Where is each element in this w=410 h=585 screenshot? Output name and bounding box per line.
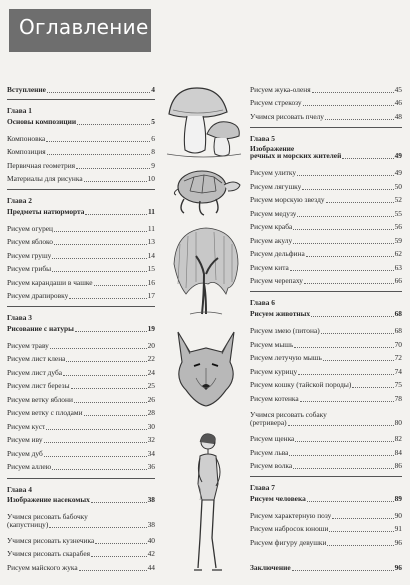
dot-leader: [326, 202, 394, 203]
mushrooms-illustration: [163, 80, 243, 160]
turtle-illustration: [170, 163, 242, 219]
toc-entry-page: 11: [148, 207, 155, 216]
toc-entry[interactable]: [7, 173, 155, 185]
toc-entry[interactable]: [250, 325, 402, 337]
dot-leader: [292, 570, 394, 571]
toc-entry-title: Учимся рисовать кузнечика: [7, 536, 95, 545]
toc-entry[interactable]: [7, 494, 155, 506]
toc-entry-page: 10: [147, 174, 155, 183]
dot-leader: [312, 92, 394, 93]
toc-entry[interactable]: [7, 206, 155, 218]
toc-entry[interactable]: [250, 433, 402, 445]
toc-entry-page: 49: [394, 168, 402, 177]
toc-entry-page: 32: [147, 435, 155, 444]
toc-entry-page: 40: [147, 536, 155, 545]
toc-entry-page: 84: [394, 448, 402, 457]
toc-entry-title: Рисуем лист клена: [7, 354, 66, 363]
dot-leader: [302, 189, 393, 190]
toc-entry-title: Рисуем куст: [7, 422, 46, 431]
toc-entry[interactable]: [250, 97, 402, 109]
dot-leader: [46, 429, 146, 430]
toc-entry-line: Изображение: [250, 144, 295, 153]
toc-entry-page: 49: [394, 151, 402, 160]
toc-entry-page: 13: [147, 237, 155, 246]
toc-entry-title: Материалы для рисунка: [7, 174, 83, 183]
toc-entry-title: Рисуем жука-оленя: [250, 85, 311, 94]
dot-leader: [297, 216, 393, 217]
toc-entry-title: Композиция: [7, 147, 46, 156]
toc-entry[interactable]: [7, 116, 155, 128]
toc-entry-title: Рисуем яблоко: [7, 237, 53, 246]
toc-entry-page: 16: [147, 278, 155, 287]
toc-entry-page: 90: [394, 511, 402, 520]
dot-leader: [76, 168, 150, 169]
toc-entry-title: Рисуем фигуру девушки: [250, 538, 327, 547]
dot-leader: [84, 415, 147, 416]
dot-leader: [323, 360, 394, 361]
wolf-illustration: [168, 328, 244, 408]
toc-entry[interactable]: [7, 461, 155, 473]
toc-entry[interactable]: [250, 275, 402, 287]
toc-entry-title: Вступление: [7, 85, 46, 94]
toc-entry-title: Рисуем набросок юноши: [250, 524, 329, 533]
title-banner: [9, 9, 151, 52]
toc-entry-line: Учимся рисовать бабочку: [7, 512, 88, 521]
toc-entry[interactable]: [7, 84, 155, 96]
toc-entry-page: 68: [394, 326, 402, 335]
dot-leader: [63, 375, 147, 376]
dot-leader: [300, 401, 394, 402]
toc-entry[interactable]: [250, 379, 402, 391]
toc-entry-title: Рисуем характерную позу: [250, 511, 332, 520]
chapter-divider: [250, 291, 402, 292]
toc-entry[interactable]: [7, 367, 155, 379]
toc-entry-title: Рисуем человека: [250, 494, 306, 503]
toc-entry-page: 48: [394, 112, 402, 121]
dot-leader: [54, 231, 147, 232]
toc-entry-title: Рисуем стрекозу: [250, 98, 302, 107]
dot-leader: [46, 141, 150, 142]
dot-leader: [352, 387, 393, 388]
toc-entry-title: Компоновка: [7, 134, 46, 143]
toc-entry-page: 28: [147, 408, 155, 417]
toc-entry[interactable]: [7, 250, 155, 262]
toc-entry[interactable]: [7, 160, 155, 172]
dot-leader: [79, 570, 147, 571]
toc-entry-title: Рисуем иву: [7, 435, 43, 444]
toc-entry-page: 46: [394, 98, 402, 107]
chapter-heading: Глава 3: [7, 313, 32, 322]
toc-entry-title: Рисуем морскую звезду: [250, 195, 325, 204]
toc-entry[interactable]: [250, 150, 402, 162]
toc-entry[interactable]: [250, 366, 402, 378]
chapter-divider: [7, 478, 155, 479]
toc-entry-title: Рисуем летучую мышь: [250, 353, 322, 362]
toc-entry-title: речных и морских жителей: [250, 151, 342, 160]
toc-entry-page: 38: [147, 520, 155, 529]
toc-entry-title: Рисуем медузу: [250, 209, 297, 218]
dot-leader: [52, 258, 146, 259]
dot-leader: [294, 347, 393, 348]
dot-leader: [52, 271, 147, 272]
toc-entry-title: Рисуем волка: [250, 461, 293, 470]
toc-entry-title: Рисуем змею (питона): [250, 326, 320, 335]
toc-entry-title: Рисуем льва: [250, 448, 289, 457]
toc-entry[interactable]: [7, 290, 155, 302]
dot-leader: [47, 92, 150, 93]
toc-entry[interactable]: [250, 523, 402, 535]
toc-entry-page: 91: [394, 524, 402, 533]
toc-entry-title: Рисуем майского жука: [7, 563, 78, 572]
toc-entry-page: 63: [394, 263, 402, 272]
toc-entry-page: 96: [394, 538, 402, 547]
toc-entry-title: Изображение насекомых: [7, 495, 90, 504]
toc-entry[interactable]: [7, 133, 155, 145]
toc-entry[interactable]: [250, 460, 402, 472]
toc-entry[interactable]: [7, 380, 155, 392]
dot-leader: [49, 527, 146, 528]
toc-entry[interactable]: [250, 84, 402, 96]
toc-entry-page: 70: [394, 340, 402, 349]
toc-entry-title: Рисуем щенка: [250, 434, 295, 443]
toc-entry-title: Рисуем лягушку: [250, 182, 302, 191]
toc-entry[interactable]: [250, 510, 402, 522]
toc-entry[interactable]: [250, 262, 402, 274]
toc-entry-title: Рисуем грибы: [7, 264, 52, 273]
toc-entry[interactable]: [250, 208, 402, 220]
dot-leader: [303, 105, 394, 106]
toc-entry[interactable]: [7, 394, 155, 406]
dot-leader: [329, 531, 393, 532]
toc-entry-page: 72: [394, 353, 402, 362]
toc-entry-page: 82: [394, 434, 402, 443]
toc-entry[interactable]: [250, 537, 402, 549]
toc-entry-page: 45: [394, 85, 402, 94]
toc-entry[interactable]: [250, 393, 402, 405]
toc-entry-title: Рисуем краба: [250, 222, 293, 231]
dot-leader: [298, 374, 393, 375]
toc-entry[interactable]: [250, 248, 402, 260]
toc-entry-page: 62: [394, 249, 402, 258]
toc-entry-title: Рисуем лист дуба: [7, 368, 63, 377]
toc-entry[interactable]: [250, 417, 402, 429]
toc-entry[interactable]: [250, 111, 402, 123]
dot-leader: [84, 181, 147, 182]
toc-entry-page: 52: [394, 195, 402, 204]
toc-entry-title: Учимся рисовать скарабея: [7, 549, 91, 558]
toc-entry-page: 50: [394, 182, 402, 191]
dot-leader: [50, 348, 147, 349]
dot-leader: [321, 333, 394, 334]
toc-entry-page: 86: [394, 461, 402, 470]
chapter-divider: [250, 476, 402, 477]
dot-leader: [289, 455, 393, 456]
toc-entry[interactable]: [7, 562, 155, 574]
toc-entry-title: Рисуем грушу: [7, 251, 52, 260]
dot-leader: [307, 501, 394, 502]
toc-entry-title: Заключение: [250, 563, 291, 572]
toc-entry[interactable]: [250, 167, 402, 179]
toc-entry-title: Основы композиции: [7, 117, 77, 126]
dot-leader: [288, 425, 394, 426]
page-title: Оглавление: [19, 15, 149, 39]
toc-entry-page: 20: [147, 341, 155, 350]
dot-leader: [327, 545, 393, 546]
toc-entry-page: 24: [147, 368, 155, 377]
toc-entry-title: Рисуем драпировку: [7, 291, 69, 300]
dot-leader: [75, 331, 147, 332]
toc-entry-page: 38: [147, 495, 155, 504]
toc-entry-page: 44: [147, 563, 155, 572]
dot-leader: [293, 243, 393, 244]
toc-entry[interactable]: [250, 194, 402, 206]
toc-entry[interactable]: [250, 181, 402, 193]
dot-leader: [293, 468, 393, 469]
chapter-heading: Глава 4: [7, 485, 32, 494]
toc-entry-page: 5: [151, 117, 155, 126]
toc-entry-title: Рисуем ветку яблони: [7, 395, 73, 404]
toc-entry-page: 14: [147, 251, 155, 260]
toc-entry-title: Рисуем лист березы: [7, 381, 70, 390]
chapter-heading: Глава 6: [250, 298, 275, 307]
toc-entry[interactable]: [250, 235, 402, 247]
toc-entry-title: (ретривера): [250, 418, 287, 427]
toc-entry-title: Рисуем улитку: [250, 168, 297, 177]
dot-leader: [342, 158, 393, 159]
toc-entry-page: 36: [147, 462, 155, 471]
toc-entry-page: 34: [147, 449, 155, 458]
toc-entry-page: 8: [151, 147, 155, 156]
dot-leader: [69, 298, 146, 299]
dot-leader: [44, 442, 147, 443]
dot-leader: [74, 402, 147, 403]
dot-leader: [304, 283, 394, 284]
willow-tree-illustration: [166, 224, 244, 316]
toc-entry[interactable]: [7, 434, 155, 446]
dot-leader: [297, 175, 394, 176]
toc-entry[interactable]: [250, 447, 402, 459]
toc-entry[interactable]: [250, 562, 402, 574]
toc-entry[interactable]: [7, 263, 155, 275]
toc-entry-page: 96: [394, 563, 402, 572]
dot-leader: [332, 518, 393, 519]
toc-entry[interactable]: [7, 407, 155, 419]
toc-entry-title: Рисуем кошку (тайской породы): [250, 380, 352, 389]
toc-entry[interactable]: [7, 519, 155, 531]
toc-entry[interactable]: [250, 221, 402, 233]
toc-entry-title: Рисуем курицу: [250, 367, 298, 376]
toc-entry[interactable]: [7, 236, 155, 248]
dot-leader: [306, 256, 394, 257]
toc-entry-title: Рисуем дельфина: [250, 249, 305, 258]
toc-entry[interactable]: [250, 339, 402, 351]
toc-entry-title: Рисуем ветку с плодами: [7, 408, 83, 417]
toc-entry[interactable]: [7, 146, 155, 158]
toc-entry-page: 22: [147, 354, 155, 363]
toc-entry-title: Рисуем огурец: [7, 224, 54, 233]
dot-leader: [47, 154, 151, 155]
chapter-heading: Глава 5: [250, 134, 275, 143]
toc-entry[interactable]: [7, 548, 155, 560]
toc-entry-title: Предметы натюрморта: [7, 207, 85, 216]
chapter-divider: [7, 306, 155, 307]
toc-entry-title: Рисуем кита: [250, 263, 289, 272]
toc-entry-title: (капустницу): [7, 520, 49, 529]
toc-entry-page: 55: [394, 209, 402, 218]
toc-entry[interactable]: [7, 353, 155, 365]
toc-entry[interactable]: [7, 535, 155, 547]
toc-entry[interactable]: [7, 340, 155, 352]
toc-entry-page: 4: [151, 85, 155, 94]
toc-entry[interactable]: [250, 352, 402, 364]
dot-leader: [91, 502, 147, 503]
toc-entry-page: 75: [394, 380, 402, 389]
toc-entry-title: Рисование с натуры: [7, 324, 74, 333]
dot-leader: [66, 361, 146, 362]
dot-leader: [295, 441, 393, 442]
toc-entry-page: 9: [151, 161, 155, 170]
dot-leader: [290, 270, 394, 271]
toc-entry-title: Рисуем траву: [7, 341, 49, 350]
chapter-divider: [250, 127, 402, 128]
dot-leader: [71, 388, 147, 389]
toc-entry[interactable]: [250, 493, 402, 505]
dot-leader: [91, 556, 147, 557]
dot-leader: [54, 244, 147, 245]
toc-entry-page: 25: [147, 381, 155, 390]
toc-entry-page: 17: [147, 291, 155, 300]
chapter-heading: Глава 2: [7, 196, 32, 205]
dot-leader: [95, 543, 146, 544]
toc-entry-page: 78: [394, 394, 402, 403]
toc-entry-title: Рисуем котенка: [250, 394, 299, 403]
toc-entry-page: 89: [394, 494, 402, 503]
toc-entry-page: 6: [151, 134, 155, 143]
toc-entry-page: 19: [147, 324, 155, 333]
dot-leader: [325, 119, 394, 120]
toc-entry-page: 74: [394, 367, 402, 376]
toc-entry[interactable]: [7, 223, 155, 235]
chapter-divider: [7, 189, 155, 190]
toc-entry-page: 15: [147, 264, 155, 273]
toc-entry-title: Рисуем аллею: [7, 462, 52, 471]
dot-leader: [85, 214, 147, 215]
toc-entry-page: 56: [394, 222, 402, 231]
toc-entry-title: Первичная геометрия: [7, 161, 76, 170]
toc-entry-page: 59: [394, 236, 402, 245]
chapter-divider: [7, 99, 155, 100]
dot-leader: [52, 469, 146, 470]
chapter-heading: Глава 1: [7, 106, 32, 115]
toc-entry-page: 66: [394, 276, 402, 285]
toc-entry-page: 11: [147, 224, 155, 233]
dot-leader: [311, 316, 394, 317]
toc-entry-page: 30: [147, 422, 155, 431]
toc-entry-title: Рисуем мышь: [250, 340, 294, 349]
toc-entry-title: Рисуем черепаху: [250, 276, 303, 285]
toc-entry-page: 26: [147, 395, 155, 404]
dot-leader: [77, 124, 150, 125]
chapter-heading: Глава 7: [250, 483, 275, 492]
toc-entry-title: Рисуем карандаши в чашке: [7, 278, 93, 287]
toc-entry-page: 80: [394, 418, 402, 427]
woman-figure-illustration: [188, 430, 232, 575]
dot-leader: [293, 229, 393, 230]
toc-entry[interactable]: [7, 323, 155, 335]
toc-entry[interactable]: [7, 277, 155, 289]
toc-entry-title: Учимся рисовать пчелу: [250, 112, 324, 121]
toc-entry-title: Рисуем дуб: [7, 449, 43, 458]
toc-entry[interactable]: [7, 448, 155, 460]
toc-entry-page: 42: [147, 549, 155, 558]
toc-entry-line: Учимся рисовать собаку: [250, 410, 327, 419]
dot-leader: [44, 456, 147, 457]
toc-entry[interactable]: [7, 421, 155, 433]
toc-entry-page: 68: [394, 309, 402, 318]
toc-entry[interactable]: [250, 308, 402, 320]
toc-entry-title: Рисуем животных: [250, 309, 311, 318]
dot-leader: [94, 285, 147, 286]
toc-entry-title: Рисуем акулу: [250, 236, 293, 245]
